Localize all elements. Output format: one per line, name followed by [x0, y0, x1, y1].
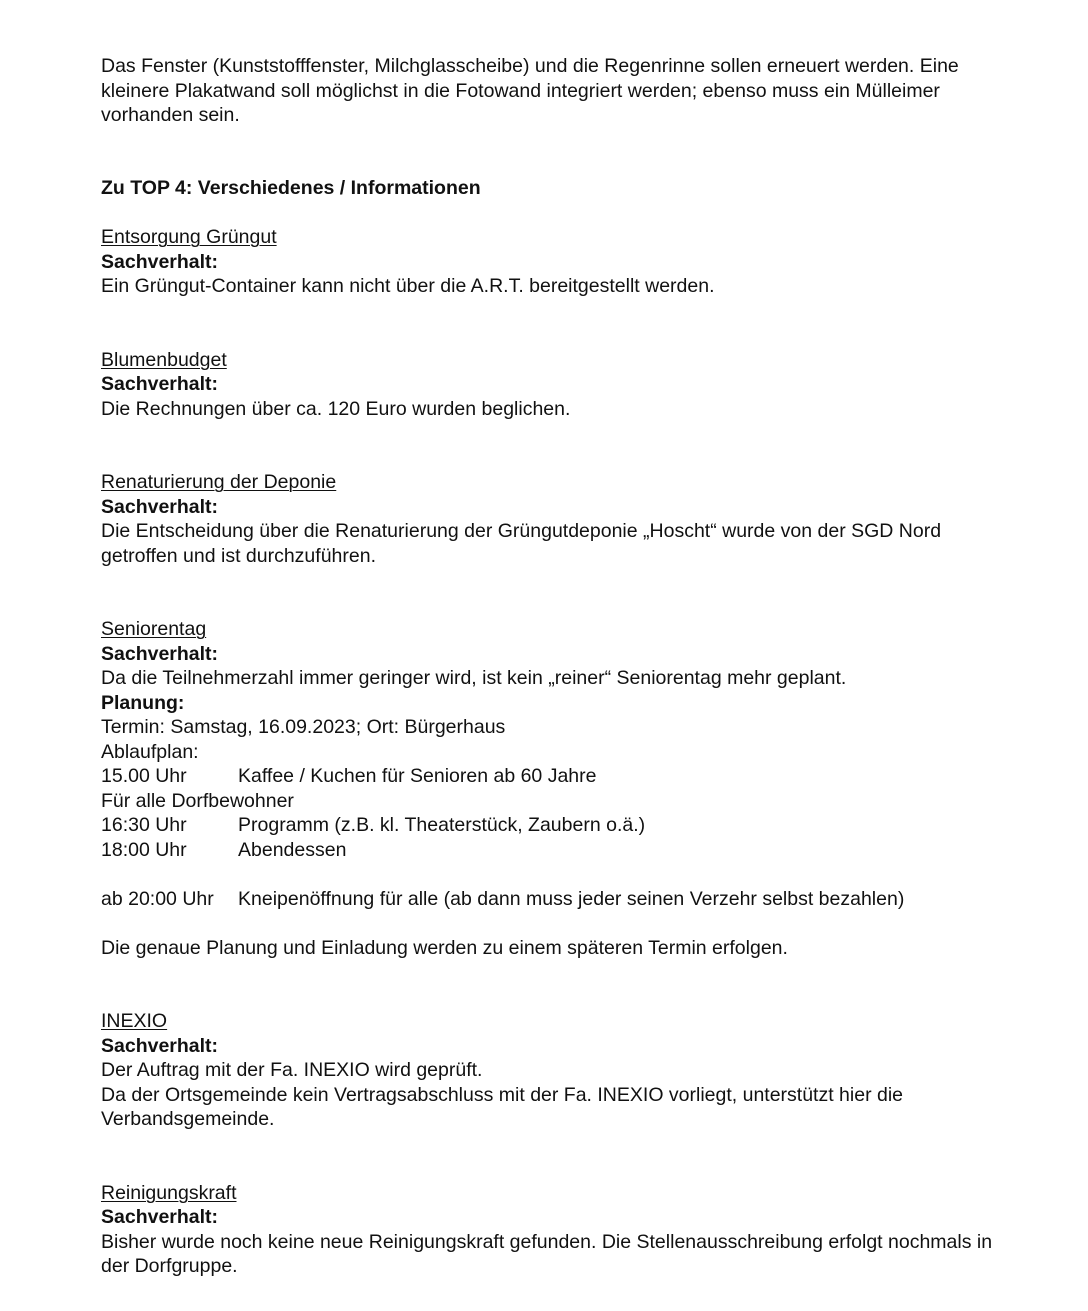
- section-title-gruengut: Entsorgung Grüngut: [101, 226, 277, 248]
- termin-line: Termin: Samstag, 16.09.2023; Ort: Bürgerhaus: [101, 716, 506, 738]
- all-residents-line: Für alle Dorfbewohner: [101, 789, 294, 812]
- schedule-desc: Abendessen: [238, 838, 347, 861]
- section-text-blumen: Die Rechnungen über ca. 120 Euro wurden beglichen.: [101, 397, 571, 420]
- top-4-heading: Zu TOP 4: Verschiedenes / Informationen: [101, 176, 481, 199]
- section-text-deponie: Die Entscheidung über die Renaturierung der Grüngutdeponie „Hoscht“ wurde von der SGD Nord getroffen und ist durchzuführen.: [101, 520, 942, 567]
- schedule-row: [101, 764, 1001, 789]
- planung-label: Planung:: [101, 691, 185, 714]
- section-title-inexio: INEXIO: [101, 1010, 168, 1032]
- schedule-desc: Kaffee / Kuchen für Senioren ab 60 Jahre: [238, 765, 597, 787]
- section-title-senioren: Seniorentag: [101, 618, 207, 640]
- section-text-inexio-2: Da der Ortsgemeinde kein Vertragsabschluss mit der Fa. INEXIO vorliegt, unterstützt hier die Verbandsgemeinde.: [101, 1083, 904, 1130]
- document-page: [101, 54, 1001, 1279]
- schedule-row: [101, 813, 1001, 838]
- schedule-time: ab 20:00 Uhr: [101, 887, 214, 910]
- section-deponie: [101, 470, 1001, 568]
- section-text-inexio-1: Der Auftrag mit der Fa. INEXIO wird geprüft.: [101, 1059, 483, 1081]
- spacer: [101, 911, 1001, 936]
- section-reinigung: [101, 1181, 1001, 1279]
- sachverhalt-label: Sachverhalt:: [101, 1206, 219, 1228]
- sachverhalt-label: Sachverhalt:: [101, 495, 219, 518]
- schedule-time: 18:00 Uhr: [101, 838, 187, 861]
- sachverhalt-label: Sachverhalt:: [101, 373, 219, 395]
- schedule-time: 15.00 Uhr: [101, 765, 187, 787]
- section-text-senioren: Da die Teilnehmerzahl immer geringer wird, ist kein „reiner“ Seniorentag mehr geplant.: [101, 667, 847, 689]
- schedule-row: [101, 887, 1001, 912]
- intro-paragraph: Das Fenster (Kunststofffenster, Milchglasscheibe) und die Regenrinne sollen erneuert werden. Eine kleinere Plakatwand soll möglichst in die Fotowand integriert werden; ebenso muss ein Mülleimer vorhanden sein.: [101, 55, 959, 126]
- schedule-desc: Kneipenöffnung für alle (ab dann muss jeder seinen Verzehr selbst bezahlen): [238, 887, 905, 910]
- section-blumen: [101, 348, 1001, 422]
- schedule-time: 16:30 Uhr: [101, 814, 187, 836]
- sachverhalt-label: Sachverhalt:: [101, 1034, 219, 1057]
- spacer: [101, 862, 1001, 887]
- section-text-reinigung: Bisher wurde noch keine neue Reinigungskraft gefunden. Die Stellenausschreibung erfolgt nochmals in der Dorfgruppe.: [101, 1230, 993, 1277]
- section-text-gruengut: Ein Grüngut-Container kann nicht über die A.R.T. bereitgestellt werden.: [101, 275, 715, 297]
- sachverhalt-label: Sachverhalt:: [101, 642, 219, 665]
- sachverhalt-label: Sachverhalt:: [101, 250, 219, 273]
- schedule-row: [101, 838, 1001, 863]
- section-title-deponie: Renaturierung der Deponie: [101, 471, 337, 493]
- section-title-blumen: Blumenbudget: [101, 348, 227, 371]
- schedule-desc: Programm (z.B. kl. Theaterstück, Zaubern o.ä.): [238, 814, 646, 836]
- ablaufplan-label: Ablaufplan:: [101, 740, 199, 763]
- closing-line: Die genaue Planung und Einladung werden zu einem späteren Termin erfolgen.: [101, 936, 788, 959]
- section-gruengut: [101, 225, 1001, 299]
- section-inexio: [101, 1009, 1001, 1132]
- section-senioren: [101, 617, 1001, 960]
- section-title-reinigung: Reinigungskraft: [101, 1181, 237, 1204]
